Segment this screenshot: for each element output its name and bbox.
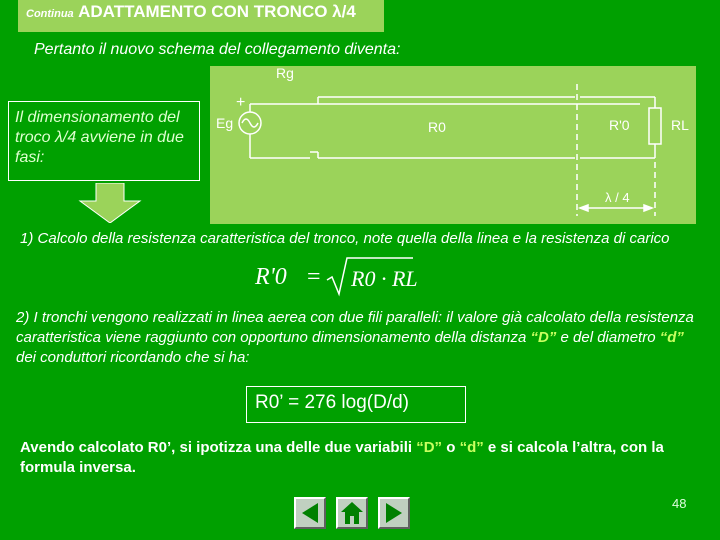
final-mid: o <box>442 439 460 456</box>
step-2-text <box>16 308 706 368</box>
step-2-part-2: e del diametro <box>556 329 660 346</box>
label-lambda-quarter: λ / 4 <box>605 190 630 205</box>
step-2-part-1: 2) I tronchi vengono realizzati in linea aerea con due fili paralleli: il valore già calcolato della resistenza caratteristica viene raggiunto con opportuno dimensionamento della distanza <box>16 309 694 346</box>
ac-wave-icon <box>242 119 258 127</box>
final-part-2: e si calcola l’altra, con la formula inversa. <box>20 439 664 476</box>
arrowhead-right <box>644 205 652 211</box>
final-part-1: Avendo calcolato R0’, si ipotizza una delle due variabili <box>20 439 417 456</box>
circuit-diagram-panel <box>210 66 696 224</box>
label-r0-prime: R'0 <box>609 117 630 133</box>
quote-d-lower: “d” <box>659 329 684 346</box>
page-number: 48 <box>672 496 687 511</box>
formula-equals: = <box>307 264 321 290</box>
label-r0: R0 <box>428 119 446 135</box>
load-resistor <box>649 108 661 144</box>
final-quote-1: “D” <box>416 439 443 456</box>
page-title: ADATTAMENTO CON TRONCO λ/4 <box>78 2 356 21</box>
formula-characteristic-resistance <box>247 252 419 301</box>
home-button[interactable] <box>336 497 368 529</box>
next-icon <box>380 499 408 527</box>
home-icon <box>338 499 366 527</box>
formula-lhs: R'0 <box>255 264 287 290</box>
circuit-diagram <box>210 66 696 224</box>
final-text <box>20 438 696 478</box>
plus-sign: + <box>236 94 246 111</box>
formula-rhs: R0 · RL <box>351 266 418 291</box>
prev-button[interactable] <box>294 497 326 529</box>
step-2-part-3: dei conduttori ricordando che si ha: <box>16 349 250 366</box>
quote-d-upper: “D” <box>530 329 557 346</box>
next-button[interactable] <box>378 497 410 529</box>
title-prefix: Continua <box>26 8 74 20</box>
intro-text: Pertanto il nuovo schema del collegamento diventa: <box>34 41 401 58</box>
arrowhead-left <box>580 205 588 211</box>
title-bar <box>18 0 384 32</box>
side-note-box: Il dimensionamento del troco λ/4 avviene in due fasi: <box>8 101 200 181</box>
down-arrow-icon <box>78 183 142 223</box>
label-eg: Eg <box>216 115 234 131</box>
formula-svg <box>247 252 419 301</box>
step-1-text: 1) Calcolo della resistenza caratteristica del tronco, note quella della linea e la resistenza di carico <box>20 230 670 247</box>
formula-276-log: R0’ = 276 log(D/d) <box>246 386 466 423</box>
final-quote-2: “d” <box>459 439 484 456</box>
prev-icon <box>296 499 324 527</box>
label-rg: Rg <box>276 66 294 81</box>
label-rl: RL <box>671 117 689 133</box>
